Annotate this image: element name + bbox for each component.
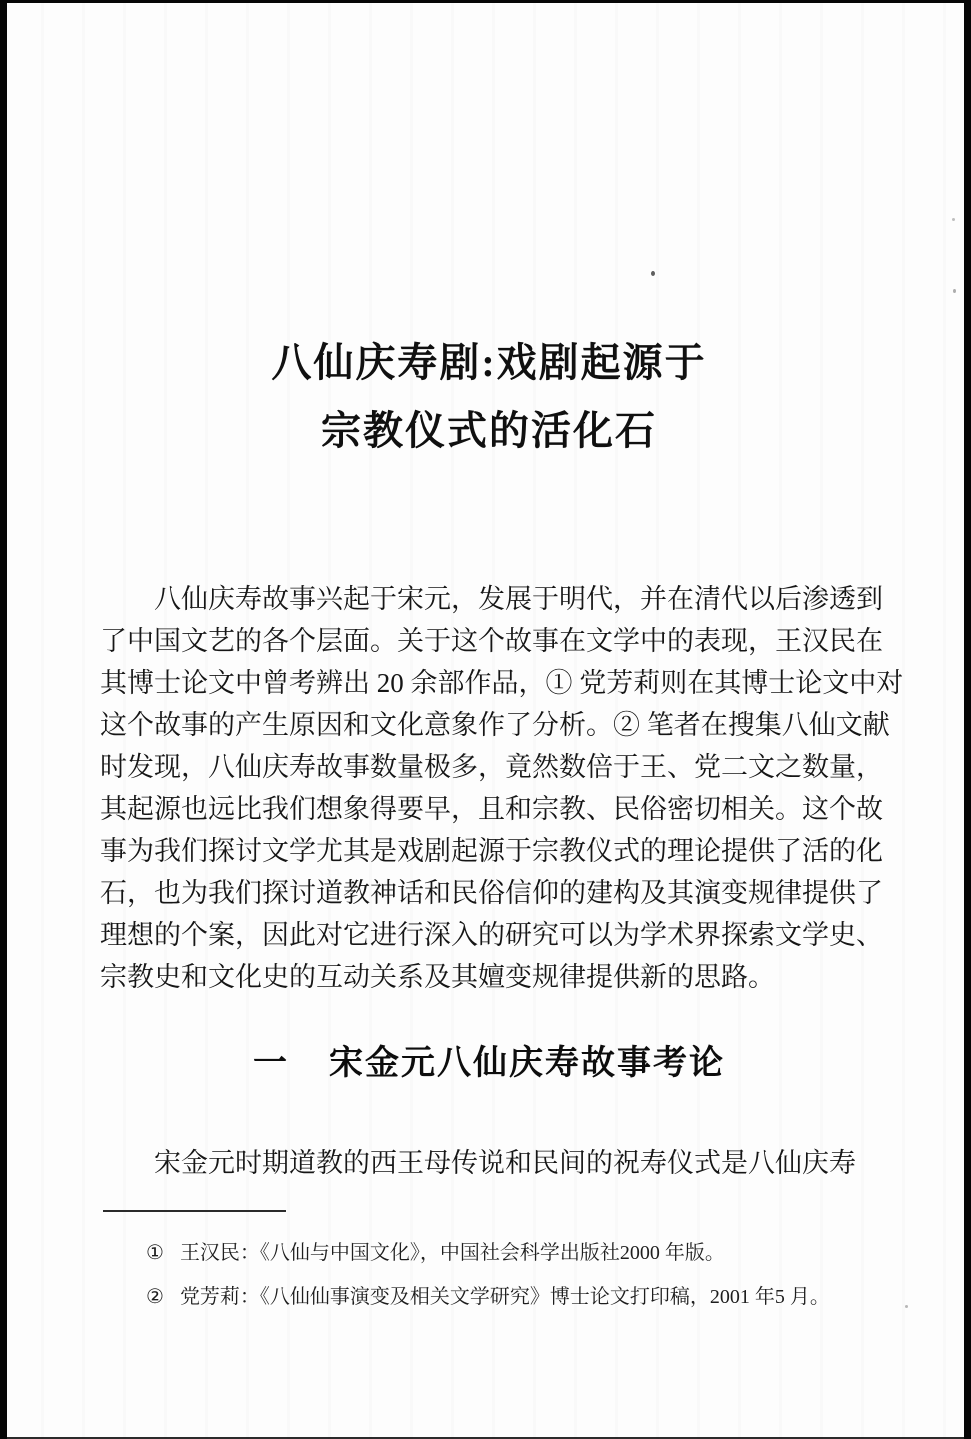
footnote-text: 党芳莉：《八仙仙事演变及相关文学研究》博士论文打印稿，2001 年5 月。 [179,1286,830,1308]
chapter-title-line-2: 宗教仪式的活化石 [321,408,657,453]
body-line: 时发现，八仙庆寿故事数量极多，竟然数倍于王、党二文之数量， [100,752,883,782]
footnote-marker: ① [146,1242,164,1264]
section-number: 一 [253,1044,289,1082]
body-line: 其起源也远比我们想象得要早，且和宗教、民俗密切相关。这个故 [100,794,883,824]
body-line: 八仙庆寿故事兴起于宋元，发展于明代，并在清代以后渗透到 [154,584,883,614]
footnote [146,1240,926,1267]
body-line: 了中国文艺的各个层面。关于这个故事在文学中的表现，王汉民在 [100,626,883,656]
scan-edge-right [964,0,971,1439]
body-line: 这个故事的产生原因和文化意象作了分析。② 笔者在搜集八仙文献 [100,710,890,740]
paragraph: 宋金元时期道教的西王母传说和民间的祝寿仪式是八仙庆寿 [154,1148,856,1178]
body-paragraph [100,578,904,998]
scan-edge-left [0,0,7,1439]
scan-edge-top [0,0,971,3]
section-title: 宋金元八仙庆寿故事考论 [329,1044,725,1082]
scan-speck [952,218,955,221]
chapter-title-line-1: 八仙庆寿剧:戏剧起源于 [271,340,707,385]
footnote-text: 王汉民：《八仙与中国文化》，中国社会科学出版社2000 年版。 [179,1242,725,1264]
chapter-title [100,329,878,465]
footnote-marker: ② [146,1286,164,1308]
body-line: 其博士论文中曾考辨出 20 余部作品，① 党芳莉则在其博士论文中对 [100,668,904,698]
section-heading [100,1041,878,1085]
scan-speck [953,289,956,293]
body-line: 宗教史和文化史的互动关系及其嬗变规律提供新的思路。 [100,962,775,992]
footnote [146,1284,926,1311]
body-line: 理想的个案，因此对它进行深入的研究可以为学术界探索文学史、 [100,920,883,950]
scan-speck [651,271,655,276]
body-line: 事为我们探讨文学尤其是戏剧起源于宗教仪式的理论提供了活的化 [100,836,883,866]
body-line: 石，也为我们探讨道教神话和民俗信仰的建构及其演变规律提供了 [100,878,883,908]
footnote-divider [103,1210,286,1212]
